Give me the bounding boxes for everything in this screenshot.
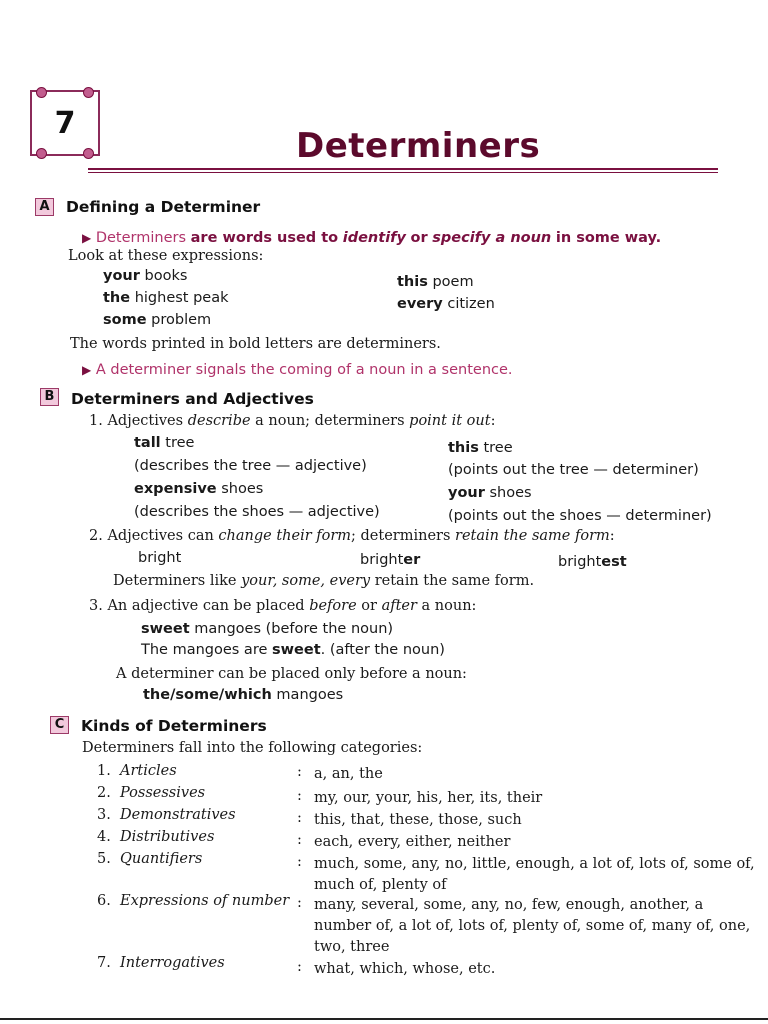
section-b-badge: B [40, 388, 59, 406]
point-1: 1. Adjectives describe a noun; determiners point it out: [89, 413, 496, 429]
point-3: 3. An adjective can be placed before or after a noun: [89, 598, 477, 614]
example-note: (describes the shoes — adjective) [134, 504, 380, 520]
page-title: Determiners [296, 126, 541, 166]
pin-icon [83, 87, 94, 98]
title-divider [88, 168, 718, 173]
point-2: 2. Adjectives can change their form; determiners retain the same form: [89, 528, 615, 544]
example-item: The mangoes are sweet. (after the noun) [141, 642, 445, 658]
example-item: this tree [448, 440, 513, 456]
triangle-bullet-icon: ▶ [82, 363, 92, 377]
example-item: your books [103, 268, 188, 284]
pin-icon [83, 148, 94, 159]
section-a-badge: A [35, 198, 54, 216]
look-text: Look at these expressions: [68, 248, 264, 264]
example-note: (points out the tree — determiner) [448, 462, 699, 478]
chapter-number-box [30, 90, 100, 156]
bottom-divider [0, 1018, 768, 1020]
definition-line: ▶ Determiners are words used to identify or specify a noun in some way. [82, 230, 662, 246]
section-c-heading: Kinds of Determiners [81, 717, 267, 735]
section-c-badge: C [50, 716, 69, 734]
pin-icon [36, 87, 47, 98]
chapter-number: 7 [54, 106, 76, 141]
p3-note: A determiner can be placed only before a noun: [116, 666, 467, 682]
example-item: your shoes [448, 485, 532, 501]
triangle-bullet-icon: ▶ [82, 231, 92, 245]
section-c-intro: Determiners fall into the following categories: [82, 740, 423, 756]
signal-line: ▶ A determiner signals the coming of a noun in a sentence. [82, 362, 513, 378]
degree-word: bright [138, 550, 182, 566]
example-item: this poem [397, 274, 474, 290]
example-item: sweet mangoes (before the noun) [141, 621, 394, 637]
pin-icon [36, 148, 47, 159]
section-a-heading: Defining a Determiner [66, 198, 261, 216]
example-item: every citizen [397, 296, 495, 312]
example-item: some problem [103, 312, 212, 328]
example-item: tall tree [134, 435, 195, 451]
degree-word: brighter [360, 552, 421, 568]
example-note: (describes the tree — adjective) [134, 458, 367, 474]
example-note: (points out the shoes — determiner) [448, 508, 712, 524]
section-b-heading: Determiners and Adjectives [71, 390, 314, 408]
example-item: the/some/which mangoes [143, 687, 344, 703]
printed-note: The words printed in bold letters are determiners. [70, 336, 441, 352]
degree-word: brightest [558, 554, 627, 570]
example-item: expensive shoes [134, 481, 264, 497]
p2-note: Determiners like your, some, every retain the same form. [113, 573, 535, 589]
example-item: the highest peak [103, 290, 229, 306]
